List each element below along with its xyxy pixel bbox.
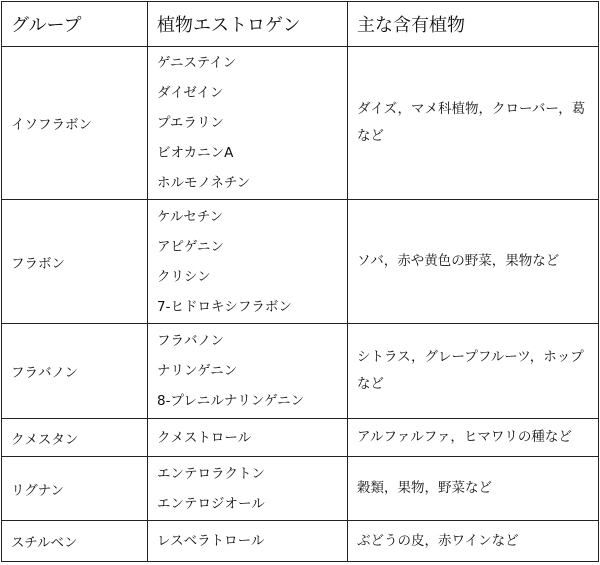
compound-item: レスベラトロール (157, 533, 265, 549)
compound-item: 7-ヒドロキシフラボン (157, 298, 292, 315)
compound-item: プエラリン (157, 115, 224, 131)
table-row (2, 457, 599, 521)
group-cell: フラボン (2, 200, 148, 324)
header-group: グループ (2, 2, 148, 47)
header-row (2, 2, 599, 47)
group-cell: フラバノン (2, 324, 148, 419)
compound-item: ビオカニンA (157, 145, 234, 161)
header-compound: 植物エストロゲン (148, 2, 348, 47)
group-cell: クメスタン (2, 419, 148, 457)
compound-item: フラバノン (157, 333, 224, 349)
table-row (2, 324, 599, 419)
compound-item: ホルモノネチン (157, 175, 251, 191)
compound-item: ナリンゲニン (157, 363, 238, 379)
table-row (2, 419, 599, 457)
group-cell: リグナン (2, 457, 148, 521)
sources-cell: ぶどうの皮，赤ワインなど (348, 521, 599, 562)
header-sources: 主な含有植物 (348, 2, 599, 47)
compound-item: ゲニステイン (157, 55, 237, 71)
compound-item: 8-プレニルナリンゲニン (157, 393, 305, 409)
group-cell: イソフラボン (2, 47, 148, 200)
table-row (2, 47, 599, 200)
group-cell: スチルベン (2, 521, 148, 562)
sources-cell: アルファルファ，ヒマワリの種など (348, 419, 599, 457)
phytoestrogen-table (1, 1, 599, 562)
compound-item: アピゲニン (157, 238, 224, 255)
compound-item: エンテロラクトン (157, 465, 265, 482)
sources-cell: ソバ，赤や黄色の野菜，果物など (348, 200, 599, 324)
compounds-cell (148, 521, 348, 562)
table-row (2, 521, 599, 562)
compounds-cell (148, 324, 348, 419)
compound-item: クメストロール (157, 429, 252, 446)
compounds-cell (148, 47, 348, 200)
table-row (2, 200, 599, 324)
compound-item: エンテロジオール (157, 495, 265, 512)
compounds-cell (148, 200, 348, 324)
compound-item: ダイゼイン (157, 85, 224, 101)
compounds-cell (148, 419, 348, 457)
compound-item: ケルセチン (157, 208, 224, 225)
sources-cell: シトラス，グレープフルーツ，ホップなど (348, 324, 599, 419)
compound-item: クリシン (157, 268, 211, 285)
sources-cell: ダイズ，マメ科植物，クローバー，葛など (348, 47, 599, 200)
sources-cell: 穀類，果物，野菜など (348, 457, 599, 521)
compounds-cell (148, 457, 348, 521)
